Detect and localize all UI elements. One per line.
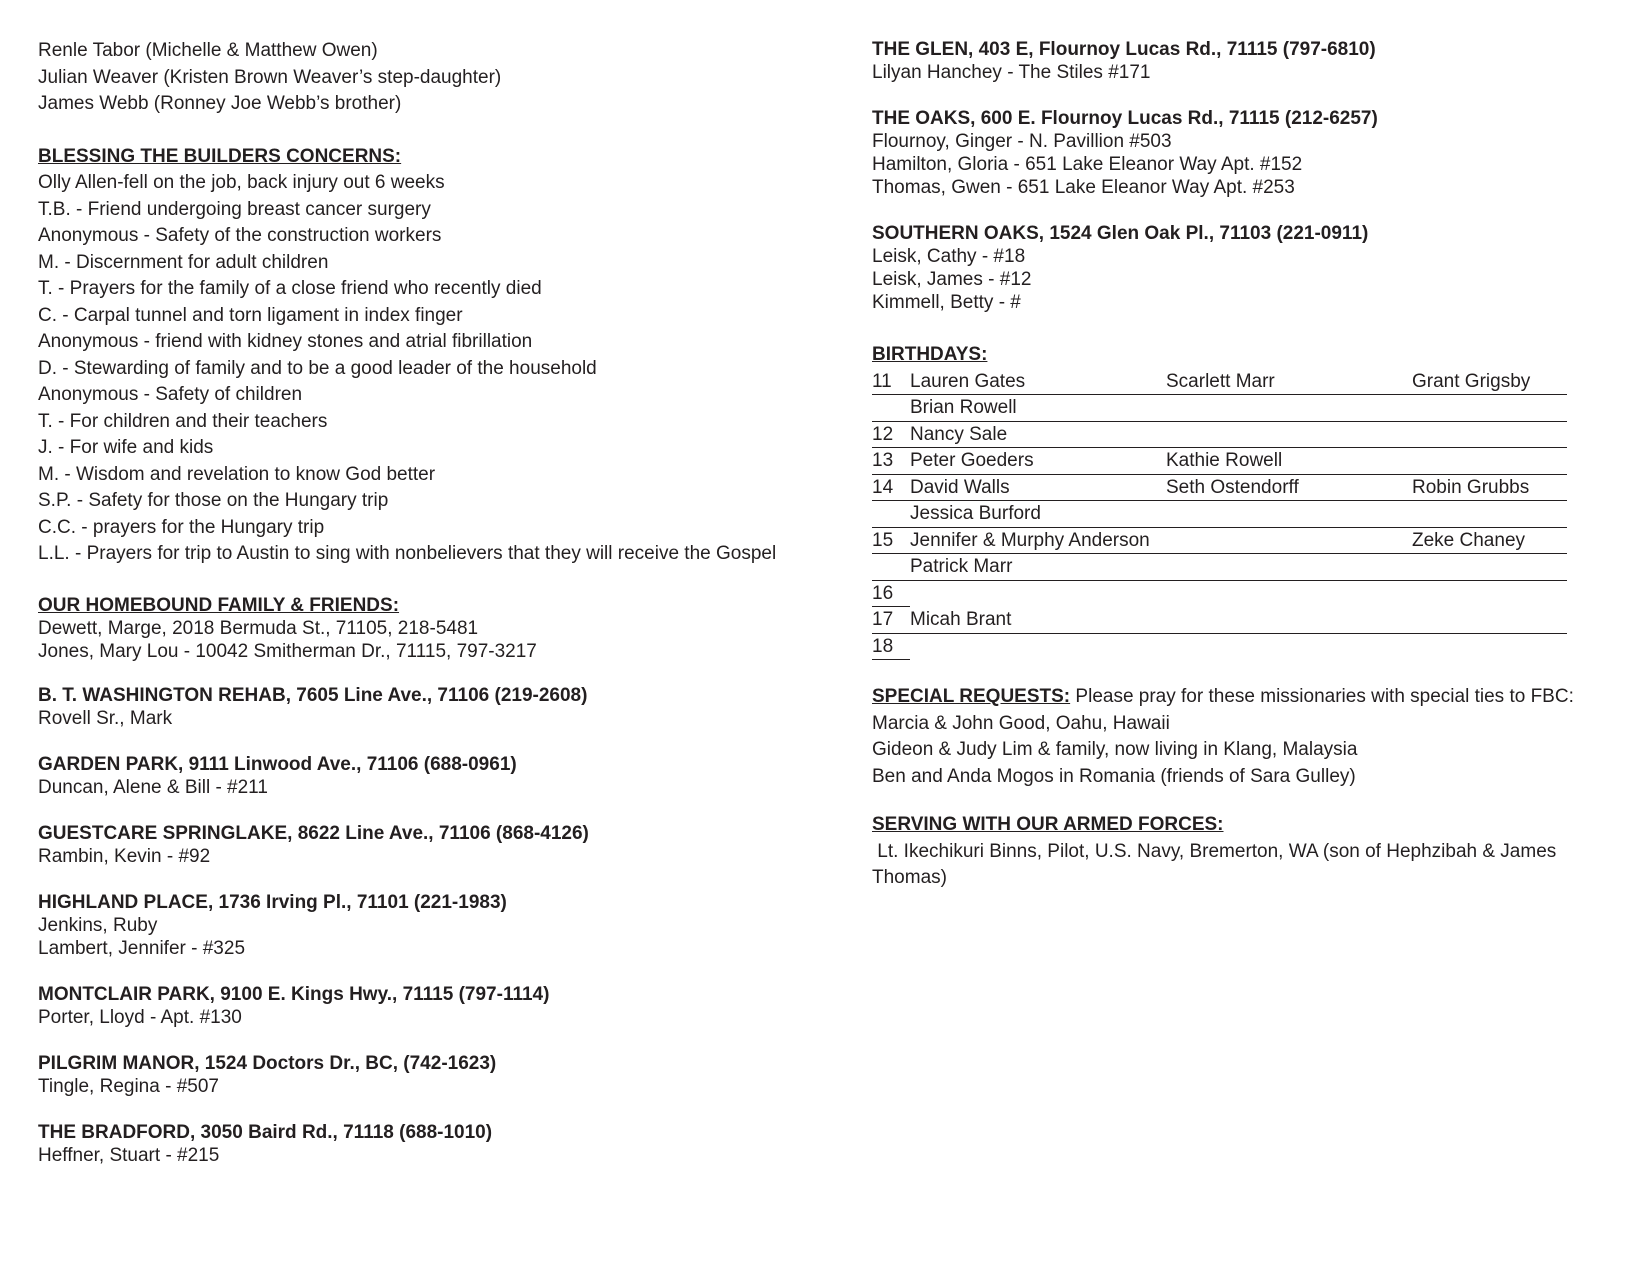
birthday-row <box>872 475 1567 502</box>
list-item: T. - Prayers for the family of a close friend who recently died <box>38 278 542 299</box>
birthday-row <box>872 422 1567 449</box>
list-item: C. - Carpal tunnel and torn ligament in index finger <box>38 304 463 326</box>
section-heading: BLESSING THE BUILDERS CONCERNS: <box>38 145 402 167</box>
special-intro: Please pray for these missionaries with special ties to FBC: <box>1070 686 1574 707</box>
facility-montclair-park <box>38 983 798 1029</box>
section-heading: BIRTHDAYS: <box>872 344 988 365</box>
birthday-row <box>872 395 1567 422</box>
resident: Rovell Sr., Mark <box>38 707 173 729</box>
birthday-row <box>872 607 1567 634</box>
facility-southern-oaks <box>872 222 1617 314</box>
armed-forces-entry: Lt. Ikechikuri Binns, Pilot, U.S. Navy, Bremerton, WA (son of Hephzibah & James Thomas) <box>872 840 1562 888</box>
list-item: M. - Discernment for adult children <box>38 251 329 273</box>
list-item: T. - For children and their teachers <box>38 410 328 432</box>
resident: Thomas, Gwen - 651 Lake Eleanor Way Apt. #253 <box>872 177 1295 198</box>
birthday-day: 16 <box>872 582 894 604</box>
facility-garden-park <box>38 753 798 799</box>
list-item: Jones, Mary Lou - 10042 Smitherman Dr., 71115, 797-3217 <box>38 640 537 662</box>
list-item: Dewett, Marge, 2018 Bermuda St., 71105, 218-5481 <box>38 617 479 639</box>
birthday-name: Kathie Rowell <box>1166 450 1283 471</box>
facility-name: MONTCLAIR PARK, 9100 E. Kings Hwy., 71115 (797-1114) <box>38 983 550 1005</box>
resident: Jenkins, Ruby <box>38 914 158 936</box>
list-item: Anonymous - Safety of children <box>38 384 303 405</box>
birthday-row <box>872 448 1567 475</box>
armed-forces-section <box>872 812 1617 892</box>
resident: Porter, Lloyd - Apt. #130 <box>38 1006 242 1028</box>
list-item: C.C. - prayers for the Hungary trip <box>38 516 325 538</box>
resident: Lilyan Hanchey - The Stiles #171 <box>872 62 1151 83</box>
list-item: Gideon & Judy Lim & family, now living in Klang, Malaysia <box>872 739 1358 760</box>
birthday-day: 15 <box>872 529 894 551</box>
birthday-day: 13 <box>872 450 894 471</box>
facility-name: THE BRADFORD, 3050 Baird Rd., 71118 (688-1010) <box>38 1121 493 1143</box>
birthday-name: Brian Rowell <box>910 397 1017 418</box>
birthday-name: Peter Goeders <box>910 450 1034 471</box>
facility-name: GUESTCARE SPRINGLAKE, 8622 Line Ave., 71106 (868-4126) <box>38 822 589 844</box>
section-heading: SPECIAL REQUESTS: <box>872 686 1071 707</box>
resident: Flournoy, Ginger - N. Pavillion #503 <box>872 131 1172 152</box>
birthday-row <box>872 581 910 608</box>
facility-the-glen <box>872 38 1617 84</box>
birthday-name: Nancy Sale <box>910 423 1008 445</box>
right-column <box>872 38 1617 892</box>
facility-name: SOUTHERN OAKS, 1524 Glen Oak Pl., 71103 (221-0911) <box>872 223 1369 244</box>
facility-guestcare <box>38 822 798 868</box>
birthday-rows <box>872 369 1617 661</box>
facility-the-bradford <box>38 1121 798 1167</box>
birthday-row <box>872 528 1567 555</box>
facility-name: GARDEN PARK, 9111 Linwood Ave., 71106 (688-0961) <box>38 753 517 775</box>
birthday-name: David Walls <box>910 476 1010 498</box>
birthday-row <box>872 369 1567 396</box>
birthday-day: 18 <box>872 635 894 657</box>
list-item: Anonymous - Safety of the construction workers <box>38 225 442 246</box>
birthday-row <box>872 634 910 661</box>
birthday-name: Jennifer & Murphy Anderson <box>910 529 1150 551</box>
resident: Rambin, Kevin - #92 <box>38 845 211 867</box>
section-heading: OUR HOMEBOUND FAMILY & FRIENDS: <box>38 594 400 616</box>
birthdays-section <box>872 342 1617 660</box>
list-item: D. - Stewarding of family and to be a good leader of the household <box>38 357 597 379</box>
list-item: Marcia & John Good, Oahu, Hawaii <box>872 712 1170 734</box>
list-item: Anonymous - friend with kidney stones and atrial fibrillation <box>38 331 533 352</box>
list-item: Renle Tabor (Michelle & Matthew Owen) <box>38 40 378 61</box>
birthday-row <box>872 501 1567 528</box>
birthday-day: 11 <box>872 370 892 392</box>
facility-name: B. T. WASHINGTON REHAB, 7605 Line Ave., 71106 (219-2608) <box>38 684 588 706</box>
list-item: J. - For wife and kids <box>38 437 214 458</box>
birthday-name: Robin Grubbs <box>1412 476 1530 498</box>
birthday-day: 14 <box>872 476 894 498</box>
special-requests-section <box>872 684 1617 790</box>
list-item: Ben and Anda Mogos in Romania (friends of Sara Gulley) <box>872 765 1356 787</box>
facility-highland-place <box>38 891 798 960</box>
resident: Heffner, Stuart - #215 <box>38 1144 220 1166</box>
facility-pilgrim-manor <box>38 1052 798 1098</box>
birthday-name: Scarlett Marr <box>1166 370 1275 392</box>
birthday-day: 12 <box>872 423 894 445</box>
birthday-name: Jessica Burford <box>910 503 1041 524</box>
list-item: S.P. - Safety for those on the Hungary trip <box>38 490 389 511</box>
list-item: T.B. - Friend undergoing breast cancer surgery <box>38 198 431 220</box>
section-heading: SERVING WITH OUR ARMED FORCES: <box>872 814 1224 835</box>
list-item: James Webb (Ronney Joe Webb’s brother) <box>38 93 402 114</box>
facility-the-oaks <box>872 107 1617 199</box>
birthday-name: Micah Brant <box>910 609 1012 630</box>
birthday-name: Zeke Chaney <box>1412 529 1526 551</box>
list-item: M. - Wisdom and revelation to know God better <box>38 463 436 485</box>
birthday-name: Grant Grigsby <box>1412 370 1531 392</box>
birthday-name: Lauren Gates <box>910 370 1026 392</box>
left-column <box>38 38 798 1190</box>
list-item: Julian Weaver (Kristen Brown Weaver’s step-daughter) <box>38 66 502 88</box>
facility-name: HIGHLAND PLACE, 1736 Irving Pl., 71101 (221-1983) <box>38 891 507 913</box>
resident: Lambert, Jennifer - #325 <box>38 937 246 959</box>
birthday-day: 17 <box>872 609 894 630</box>
resident: Tingle, Regina - #507 <box>38 1075 219 1097</box>
birthday-name: Seth Ostendorff <box>1166 476 1299 498</box>
list-item: L.L. - Prayers for trip to Austin to sing with nonbelievers that they will receive the Gospel <box>38 543 777 564</box>
resident: Kimmell, Betty - # <box>872 292 1021 313</box>
birthday-row <box>872 554 1567 581</box>
builders-section <box>38 144 798 568</box>
facility-name: THE GLEN, 403 E, Flournoy Lucas Rd., 71115 (797-6810) <box>872 39 1376 60</box>
resident: Leisk, Cathy - #18 <box>872 246 1026 267</box>
birthday-name: Patrick Marr <box>910 556 1013 577</box>
homebound-section <box>38 594 798 663</box>
facility-bt-washington <box>38 684 798 730</box>
resident: Hamilton, Gloria - 651 Lake Eleanor Way Apt. #152 <box>872 154 1303 175</box>
facility-name: PILGRIM MANOR, 1524 Doctors Dr., BC, (742-1623) <box>38 1052 497 1074</box>
top-prayer-list <box>38 38 798 118</box>
facility-name: THE OAKS, 600 E. Flournoy Lucas Rd., 71115 (212-6257) <box>872 108 1378 129</box>
resident: Leisk, James - #12 <box>872 269 1032 290</box>
resident: Duncan, Alene & Bill - #211 <box>38 776 268 798</box>
list-item: Olly Allen-fell on the job, back injury out 6 weeks <box>38 172 445 193</box>
